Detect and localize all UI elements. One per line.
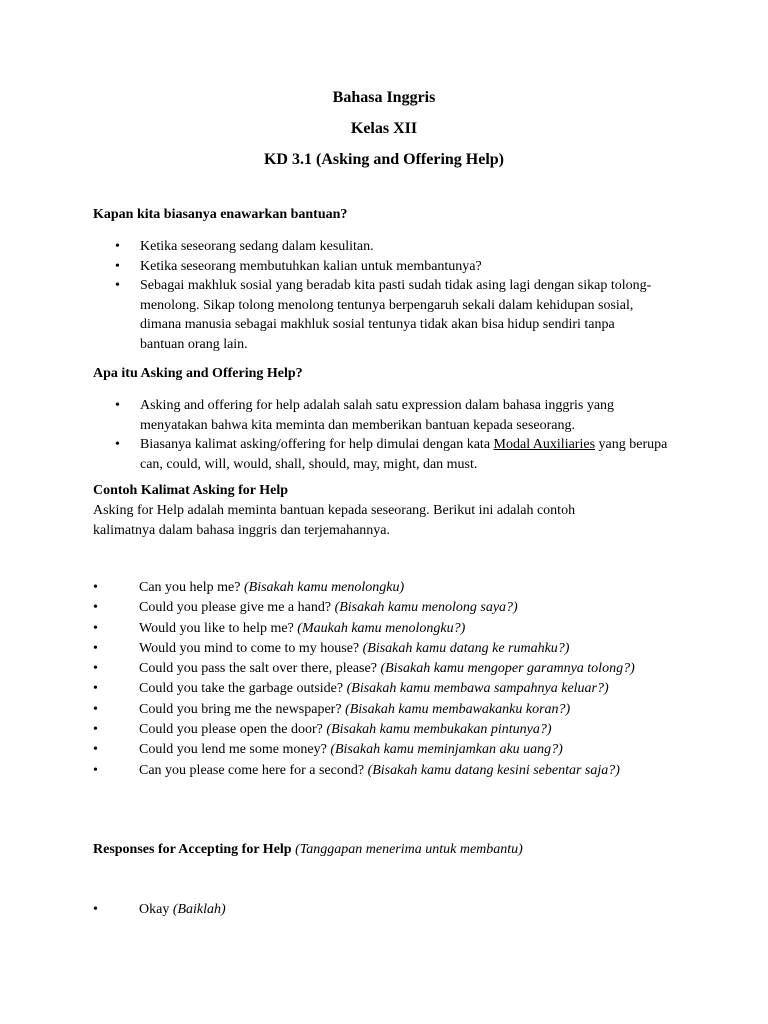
list-item: • Asking and offering for help adalah salah satu expression dalam bahasa inggris yang menyatakan bahwa kita meminta dan memberikan bantuan kepada seseorang. <box>115 396 660 435</box>
example-item <box>93 700 673 720</box>
response-en: Okay <box>139 902 173 917</box>
example-en: Could you please give me a hand? <box>139 600 335 616</box>
response-id: (Baiklah) <box>172 902 226 917</box>
example-en: Could you lend me some money? <box>139 742 331 758</box>
example-id: (Bisakah kamu membukakan pintunya?) <box>326 722 552 738</box>
example-id: (Bisakah kamu mengoper garamnya tolong?) <box>380 661 635 677</box>
example-id: (Bisakah kamu datang kesini sebentar saja?) <box>367 762 620 778</box>
example-item <box>93 679 673 699</box>
list-item: • Ketika seseorang membutuhkan kalian untuk membantunya? <box>115 257 675 277</box>
list-item-text: Biasanya kalimat asking/offering for help dimulai dengan kata <box>140 437 494 452</box>
responses-list <box>93 900 673 920</box>
modal-auxiliaries-link[interactable]: Modal Auxiliaries <box>493 437 596 452</box>
example-id: (Bisakah kamu datang ke rumahku?) <box>362 640 570 656</box>
example-item <box>93 720 673 740</box>
section4-heading: Responses for Accepting for Help <box>93 842 292 857</box>
example-en: Could you please open the door? <box>139 722 327 738</box>
section2-heading: Apa itu Asking and Offering Help? <box>93 366 303 381</box>
section4-heading-note: (Tanggapan menerima untuk membantu) <box>291 842 523 857</box>
list-item: • Ketika seseorang sedang dalam kesulitan. <box>115 237 675 257</box>
example-item <box>93 761 673 781</box>
section1-heading: Kapan kita biasanya enawarkan bantuan? <box>93 207 348 222</box>
section4-heading-line <box>93 842 523 858</box>
subject-title: Bahasa Inggris <box>332 89 436 106</box>
example-item: • Could you pass the salt over there, please? (Bisakah kamu mengoper garamnya tolong?) <box>93 661 635 677</box>
example-id: (Bisakah kamu membawakanku koran?) <box>345 701 571 717</box>
section2-list <box>115 396 675 474</box>
example-item <box>93 639 673 659</box>
list-item <box>115 435 680 474</box>
example-en: Can you help me? <box>139 580 244 595</box>
example-id: (Bisakah kamu menolongku) <box>243 580 405 595</box>
response-item <box>93 900 673 920</box>
example-item <box>93 740 673 760</box>
example-id: (Bisakah kamu meminjamkan aku uang?) <box>330 742 563 758</box>
example-en: Could you take the garbage outside? <box>139 681 347 697</box>
list-item: • Sebagai makhluk sosial yang beradab kita pasti sudah tidak asing lagi dengan sikap tolong-menolong. Sikap tolong menolong tentunya berpengaruh sekali dalam kehidupan sosial, dimana manusia sebagai makhluk sosial tentunya tidak akan bisa hidup sendiri tanpa bantuan orang lain. <box>115 276 660 354</box>
example-item <box>93 598 673 618</box>
section3-heading: Contoh Kalimat Asking for Help <box>93 483 288 498</box>
examples-list <box>93 578 673 781</box>
example-item <box>93 578 673 598</box>
class-title: Kelas XII <box>350 120 418 137</box>
list-item-text: yang berupa can, could, will, would, shall, should, may, might, dan must. <box>140 437 668 472</box>
example-id: (Bisakah kamu menolong saya?) <box>334 600 518 616</box>
example-item <box>93 619 673 639</box>
example-en: Would you mind to come to my house? <box>139 640 363 656</box>
example-id: (Bisakah kamu membawa sampahnya keluar?) <box>346 681 609 697</box>
example-en: Could you pass the salt over there, please? <box>139 661 381 677</box>
example-id: (Maukah kamu menolongku?) <box>297 620 466 636</box>
section1-list <box>115 237 675 354</box>
example-en: Could you bring me the newspaper? <box>139 701 346 717</box>
section3-intro: Asking for Help adalah meminta bantuan kepada seseorang. Berikut ini adalah contoh kalimatnya dalam bahasa inggris dan terjemahannya. <box>93 503 576 538</box>
kd-title: KD 3.1 (Asking and Offering Help) <box>263 151 504 168</box>
example-en: Can you please come here for a second? <box>139 762 368 778</box>
example-en: Would you like to help me? <box>139 620 298 636</box>
